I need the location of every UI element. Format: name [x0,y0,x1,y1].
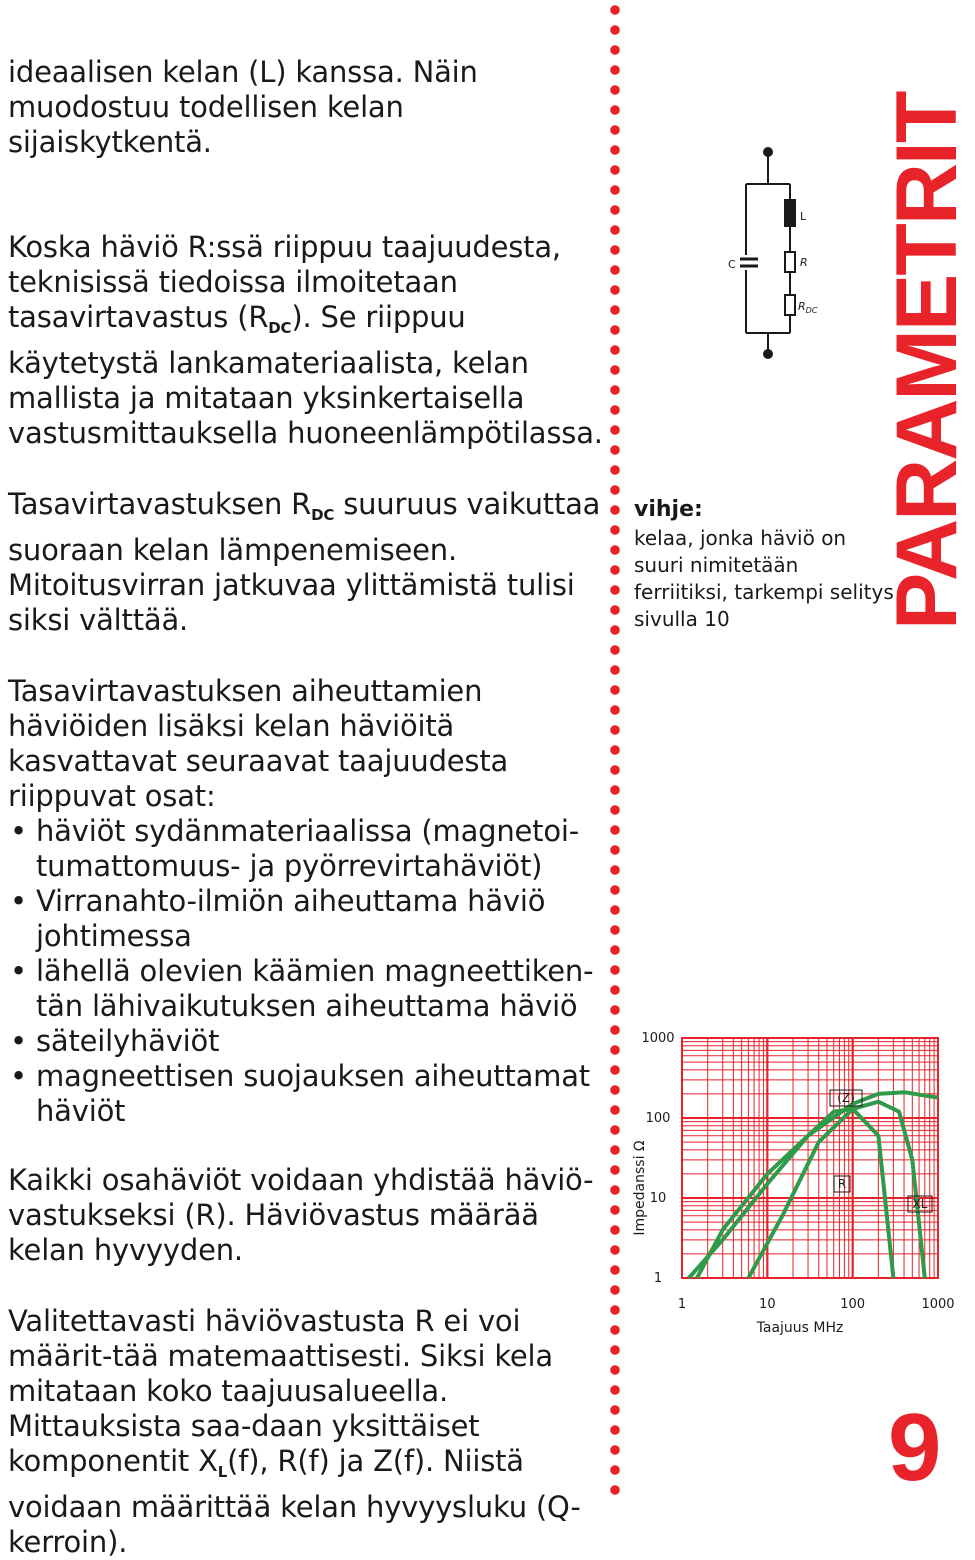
bullet-icon: • [10,1024,27,1058]
bullet-icon: • [10,884,27,918]
bullet-icon: • [10,1059,27,1093]
text-segment: suuruus vaikuttaa suoraan kelan lämpenemiseen. Mitoitusvirran jatkuvaa ylittämistä tulisi siksi välttää. [8,487,601,637]
y-tick-label: 100 [645,1111,671,1126]
label-r: R [800,256,808,269]
list-item [8,1024,608,1059]
label-rdc [798,300,818,315]
list-item-text: Virranahto-ilmiön aiheuttama häviö johtimessa [36,884,546,953]
bullet-icon: • [10,954,27,988]
label-rdc-main: R [798,300,806,313]
terminal-top [764,148,772,156]
list-item-text: säteilyhäviöt [36,1024,220,1058]
main-text-column [8,55,608,1560]
x-tick-label: 1 [677,1297,687,1312]
x-tick-label: 10 [759,1297,776,1312]
list-item [8,814,608,884]
y-tick-label: 1000 [641,1031,675,1046]
text-segment: Valitettavasti häviövastusta R ei voi määrit-tää matemaattisesti. Siksi kela mitataan koko taajuusalueella. Mittauksista saa-daan yksittäiset komponentit X [8,1304,553,1478]
x-tick-label: 100 [840,1297,866,1312]
series-line-xl [689,1109,894,1278]
loss-list [8,814,608,1129]
x-tick-label: 1000 [921,1297,955,1312]
series-label: R [837,1177,847,1191]
text-segment: (f), R(f) ja Z(f). Niistä voidaan määrittää kelan hyvyysluku (Q-kerroin). [8,1444,581,1559]
bullet-icon: • [10,814,27,848]
impedance-chart [620,1020,960,1350]
inductor-symbol [785,200,795,226]
subscript-l: L [217,1463,228,1481]
series-label: XL [912,1197,928,1211]
y-axis-label: Impedanssi Ω [632,1140,648,1236]
resistor-symbol [785,252,795,272]
paragraph-rdc-spec [8,230,608,451]
list-item [8,1059,608,1129]
subscript-dc: DC [311,506,335,524]
label-l: L [800,210,807,223]
paragraph-losses-intro: Tasavirtavastuksen aiheuttamien häviöiden lisäksi kelan häviöitä kasvattavat seuraavat taajuudesta riippuvat osat: [8,674,509,813]
x-axis-label: Taajuus MHz [756,1320,844,1336]
paragraph-loss-resistance: Kaikki osahäviöt voidaan yhdistää häviö-vastukseksi (R). Häviövastus määrää kelan hyvyyden. [8,1163,594,1267]
text-segment: Tasavirtavastuksen R [8,487,312,521]
side-title: PARAMETRIT [879,92,975,630]
paragraph-measurement [8,1304,608,1560]
list-item [8,884,608,954]
label-c: C [728,258,736,271]
page-number: 9 [888,1394,942,1501]
series-line-r [748,1102,924,1278]
tip-heading: vihje: [634,497,703,522]
list-item-text: lähellä olevien käämien magneettiken-tän lähivaikutuksen aiheuttama häviö [36,954,594,1023]
label-rdc-sub: DC [805,306,818,315]
series-label: (Z) [837,1091,855,1105]
y-tick-label: 1 [653,1271,663,1286]
resistor-dc-symbol [785,295,795,315]
list-item-text: häviöt sydänmateriaalissa (magnetoi-tumattomuus- ja pyörrevirtahäviöt) [36,814,580,883]
list-item-text: magneettisen suojauksen aiheuttamat häviöt [36,1059,590,1128]
y-tick-label: 10 [649,1191,667,1206]
equivalent-circuit-diagram [718,140,838,375]
terminal-bottom [764,350,772,358]
text-segment: Koska häviö R:ssä riippuu taajuudesta, teknisissä tiedoissa ilmoitetaan tasavirtavastus (R [8,230,561,334]
paragraph-intro: ideaalisen kelan (L) kanssa. Näin muodostuu todellisen kelan sijaiskytkentä. [8,55,478,159]
tip-text: kelaa, jonka häviö on suuri nimitetään ferriitiksi, tarkempi selitys sivulla 10 [634,526,894,631]
paragraph-rdc-heating [8,487,608,638]
subscript-dc: DC [268,319,292,337]
text-segment: ). Se riippuu käytetystä lankamateriaalista, kelan mallista ja mitataan yksinkertaisella vastusmittauksella huoneenlämpötilassa. [8,300,603,450]
tip-box [634,496,894,633]
list-item [8,954,608,1024]
